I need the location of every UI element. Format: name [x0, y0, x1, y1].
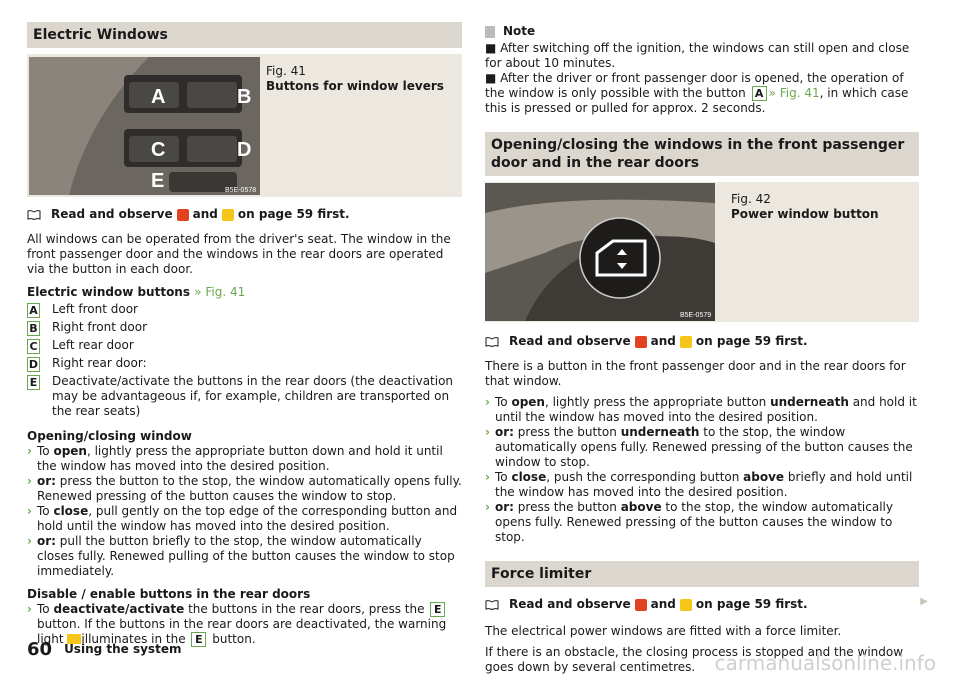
warning-icon	[635, 336, 647, 348]
section-title: Electric Windows	[27, 22, 462, 48]
figure-title: Power window button	[731, 207, 879, 221]
caution-icon	[222, 209, 234, 221]
buttons-heading: Electric window buttons » Fig. 41	[27, 285, 246, 299]
figure-41	[27, 54, 462, 197]
disable-heading: Disable / enable buttons in the rear doors	[27, 587, 311, 601]
read-observe: Read and observe and on page 59 first.	[485, 334, 919, 349]
list-item-text: Left rear door	[52, 338, 134, 352]
step: › or: press the button underneath to the stop, the window automatically opens fully. Renewed pressing of the button causes the window to stop.	[485, 425, 913, 469]
list-item	[27, 374, 462, 419]
figure-41-image	[29, 57, 260, 195]
list-item-text: Right front door	[52, 320, 148, 334]
read-observe-post: on page 59 first.	[237, 207, 350, 221]
key-B: B	[27, 321, 40, 336]
buttons-list	[27, 302, 462, 419]
list-item	[27, 320, 462, 336]
section-title: Opening/closing the windows in the front passenger door and in the rear doors	[485, 132, 919, 176]
key-A: A	[27, 303, 40, 318]
step: › To open, lightly press the appropriate button underneath and hold it until the window has moved into the desired position.	[485, 395, 917, 424]
figure-number: Fig. 42	[731, 192, 771, 206]
step: › To deactivate/activate the buttons in the rear doors, press the E button. If the buttons in the rear doors are deactivated, the warning light illuminates in the E button.	[27, 602, 447, 646]
step: › To open, lightly press the appropriate button down and hold it until the window has moved into the desired position.	[27, 444, 443, 473]
figure-ref[interactable]: » Fig. 41	[194, 285, 246, 299]
key-C: C	[27, 339, 40, 354]
read-observe-and: and	[192, 207, 218, 221]
intro-text: There is a button in the front passenger door and in the rear doors for that window.	[485, 359, 906, 388]
left-column	[27, 0, 462, 647]
label-D: D	[237, 139, 252, 161]
info-icon	[485, 26, 495, 38]
note-title: Note	[485, 24, 919, 39]
figure-caption	[266, 64, 444, 94]
warning-icon	[635, 599, 647, 611]
figure-code: B5E-0579	[680, 312, 712, 319]
book-icon	[485, 600, 499, 610]
figure-title: Buttons for window levers	[266, 79, 444, 93]
figure-code: B5E-0578	[225, 187, 257, 194]
list-item	[27, 338, 462, 354]
step: › or: pull the button briefly to the stop, the window automatically closes fully. Renewed pulling of the button causes the window to stop immediately.	[27, 534, 455, 578]
page-section: Using the system	[64, 642, 182, 656]
list-item-text: Deactivate/activate the buttons in the rear doors (the deactivation may be advantageous if, for example, children are transported on the rear seats)	[52, 374, 454, 418]
caution-icon	[680, 599, 692, 611]
continue-arrow-icon: ▶	[920, 596, 928, 607]
label-B: B	[237, 86, 252, 108]
open-close-heading: Opening/closing window	[27, 429, 192, 443]
list-item-text: Right rear door:	[52, 356, 147, 370]
key-A-inline: A	[752, 86, 767, 101]
figure-42-image	[485, 183, 715, 321]
page-number: 60	[27, 639, 53, 660]
figure-42	[485, 182, 919, 322]
warning-icon	[177, 209, 189, 221]
note-1: ■ After switching off the ignition, the windows can still open and close for about 10 minutes.	[485, 41, 910, 70]
book-icon	[485, 337, 499, 347]
list-item-text: Left front door	[52, 302, 138, 316]
list-item	[27, 356, 462, 372]
key-E: E	[27, 375, 40, 390]
figure-number: Fig. 41	[266, 64, 306, 78]
key-D: D	[28, 358, 39, 371]
note-2: ■ After the driver or front passenger door is opened, the operation of the window is only possible with the button A » Fig. 41, in which case this is pressed or pulled for approx. 2 seconds.	[485, 71, 909, 115]
read-observe	[27, 207, 462, 222]
step: › To close, push the corresponding button above briefly and hold until the window has moved into the desired position.	[485, 470, 913, 499]
step: › or: press the button above to the stop, the window automatically opens fully. Renewed pressing of the button causes the window to stop.	[485, 500, 893, 544]
read-observe: Read and observe and on page 59 first.	[485, 597, 919, 612]
caution-icon	[680, 336, 692, 348]
figure-ref[interactable]: » Fig. 41	[768, 86, 820, 100]
step: › or: press the button to the stop, the window automatically opens fully. Renewed pressing of the button causes the window to stop.	[27, 474, 462, 503]
page-footer	[27, 639, 182, 660]
list-item	[27, 302, 462, 318]
right-column	[485, 0, 919, 675]
step: › To close, pull gently on the top edge of the corresponding button and hold until the window has moved into the desired position.	[27, 504, 458, 533]
book-icon	[27, 210, 41, 220]
force-text-2: If there is an obstacle, the closing process is stopped and the window goes down by several centimetres.	[485, 645, 904, 674]
force-text-1: The electrical power windows are fitted with a force limiter.	[485, 624, 842, 638]
label-C: C	[151, 139, 166, 161]
label-E: E	[151, 170, 165, 192]
watermark: carmanualsonline.info	[714, 651, 936, 675]
section-title: Force limiter	[485, 561, 919, 587]
label-A: A	[151, 86, 166, 108]
read-observe-pre: Read and observe	[51, 207, 173, 221]
intro-text: All windows can be operated from the driver's seat. The window in the front passenger door and the windows in the rear doors are operated via the button in each door.	[27, 232, 451, 276]
figure-caption	[731, 192, 879, 222]
